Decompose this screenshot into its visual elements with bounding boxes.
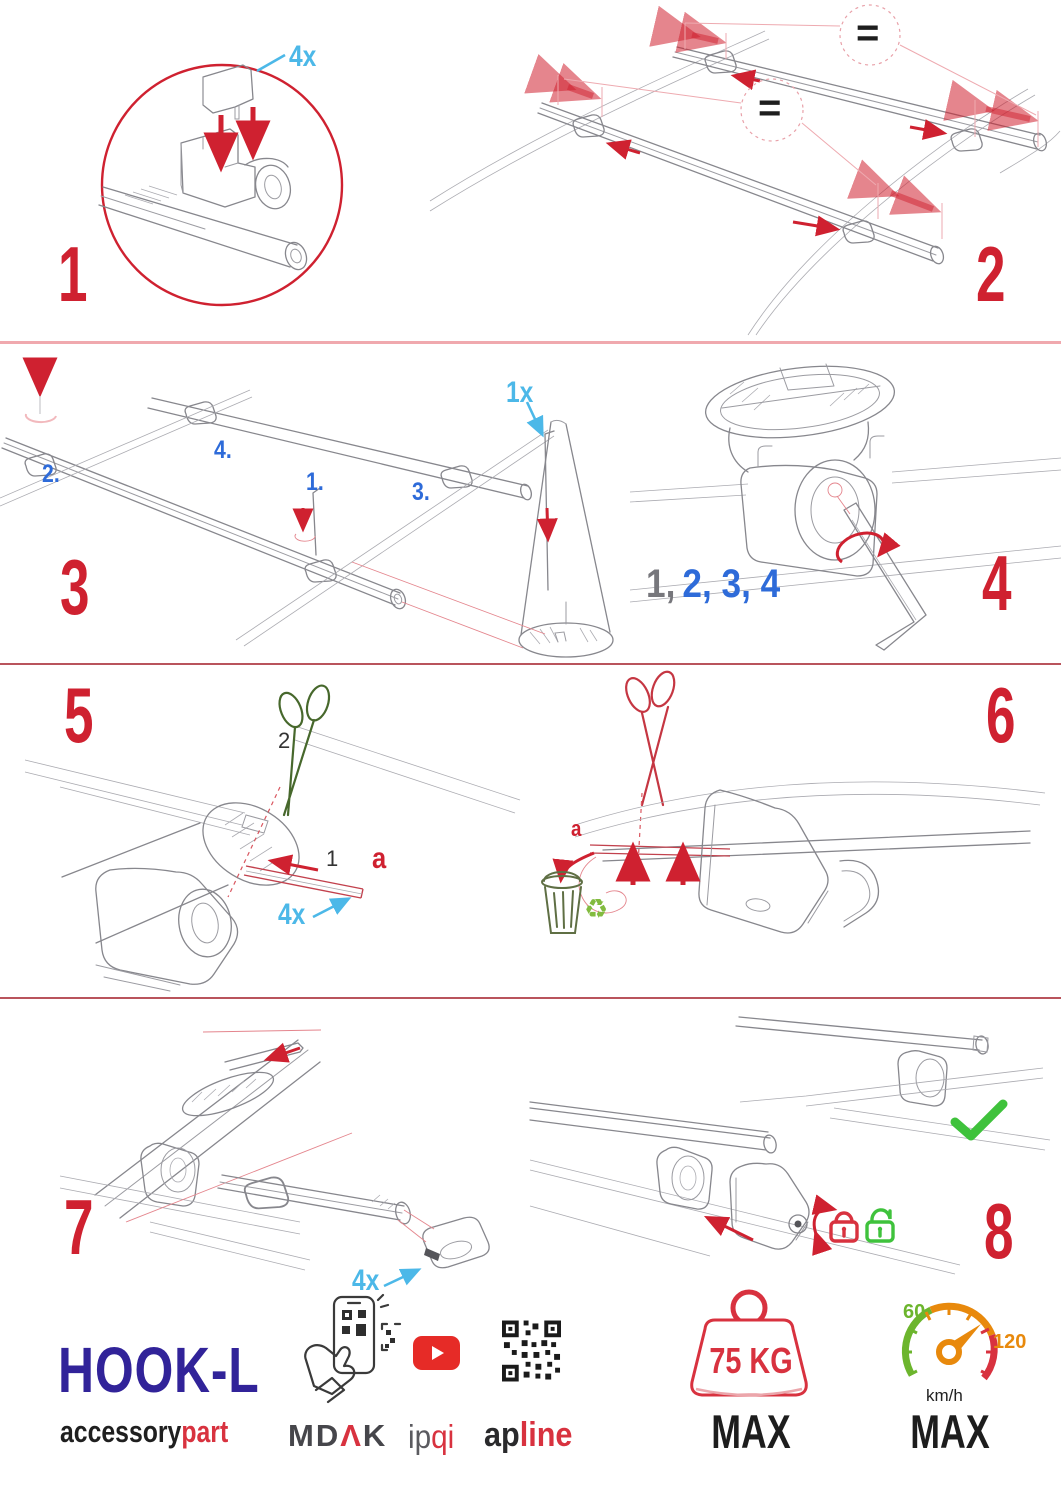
speed-unit-label: km/h (926, 1386, 963, 1405)
scissors-icon (621, 669, 678, 805)
trash-bin-icon (542, 872, 582, 933)
foot-clamp (96, 868, 238, 991)
brand-red: part (181, 1414, 229, 1449)
speed-low-label: 60 (903, 1301, 926, 1323)
step-5-insert-order: 1 (326, 846, 339, 871)
qr-code-icon (502, 1320, 561, 1382)
ghost-turn-icon (26, 414, 56, 422)
row-divider-1 (0, 341, 1061, 344)
step-5-cut-order: 2 (278, 728, 291, 753)
step-1-number: 1 (58, 230, 88, 318)
logo-apline: apline (484, 1416, 573, 1454)
step-4-sequence (646, 562, 780, 607)
step-3-qty-label: 1x (506, 376, 534, 409)
bar-end-cutaway (519, 420, 613, 657)
end-cap (423, 1217, 489, 1268)
step-6-strip-letter: a (571, 816, 582, 841)
check-icon (955, 1104, 1003, 1136)
weight-max-label: MAX (711, 1405, 791, 1458)
step-2-number: 2 (976, 230, 1006, 318)
sequence-step-gray: 1, (646, 562, 676, 606)
step-6-illustration (530, 665, 1061, 1000)
foot-cover (699, 790, 879, 933)
step-8-illustration (530, 1010, 1061, 1310)
step-5-number: 5 (64, 671, 94, 759)
equal-sign-mid: = (758, 86, 782, 130)
step-3-number: 3 (60, 543, 90, 631)
step-3-order-1: 1. (306, 468, 324, 496)
step-5-qty-label: 4x (278, 898, 306, 931)
youtube-icon (413, 1336, 460, 1370)
rubber-strip (244, 866, 363, 898)
step-3-order-2: 2. (42, 460, 60, 488)
logo-mdak: MDΛK (288, 1418, 388, 1453)
speed-max-label: MAX (910, 1405, 990, 1458)
logo-ipqi: ipqi (408, 1418, 455, 1455)
step-7-number: 7 (64, 1183, 94, 1271)
step-6-number: 6 (986, 671, 1016, 759)
assembled-ok (736, 1017, 1050, 1150)
product-name: HOOK-L (58, 1334, 260, 1406)
foot-cup-top (702, 357, 899, 448)
step-1-illustration (85, 15, 365, 325)
locked-padlock-icon (831, 1213, 857, 1241)
sequence-steps-blue: 2, 3, 4 (682, 562, 781, 606)
step-4-number: 4 (982, 539, 1012, 627)
speed-high-label: 120 (993, 1331, 1027, 1353)
step-1-qty-label: 4x (289, 40, 317, 73)
step-3-illustration (0, 350, 631, 662)
step-2-illustration (430, 5, 1061, 335)
unlocked-padlock-icon (867, 1210, 893, 1241)
step-8-number: 8 (984, 1187, 1014, 1275)
step-7-qty-label: 4x (352, 1264, 380, 1297)
brand-logo (60, 1416, 228, 1447)
equal-sign-top: = (856, 11, 880, 55)
step-3-order-3: 3. (412, 478, 430, 506)
recycle-icon: ♻ (584, 894, 609, 924)
step-3-order-4: 4. (214, 436, 232, 464)
scan-qr-phone-icon (302, 1294, 398, 1402)
brand-black: accessory (60, 1414, 182, 1449)
weight-value: 75 KG (709, 1340, 793, 1381)
step-5-strip-letter: a (372, 842, 387, 875)
